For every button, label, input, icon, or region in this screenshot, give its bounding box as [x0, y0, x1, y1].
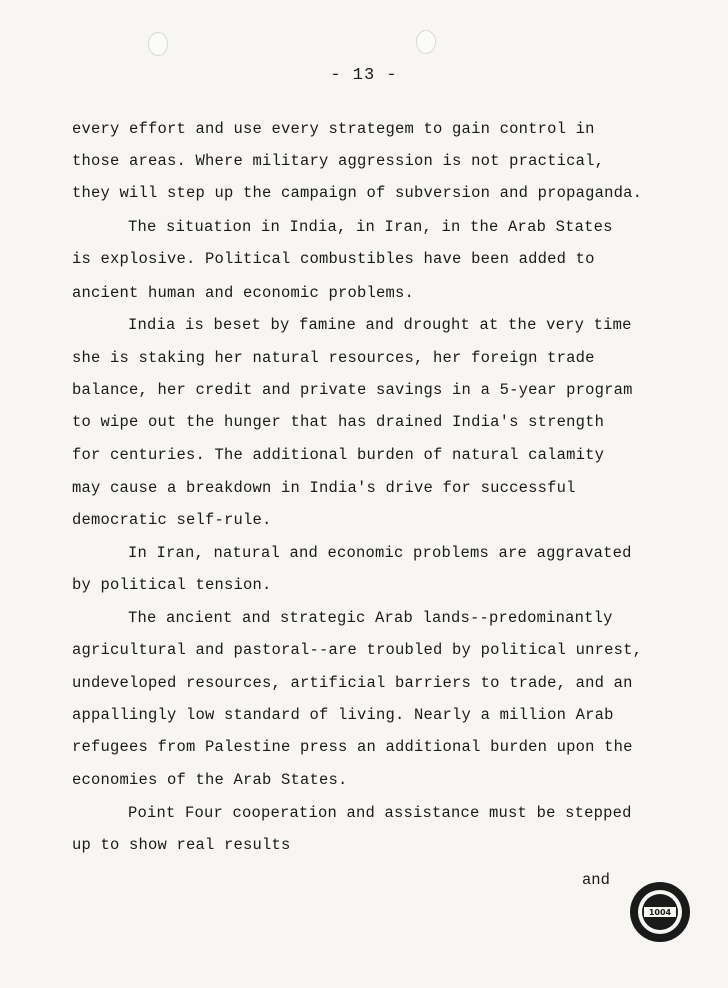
text-line: Point Four cooperation and assistance must be stepped [128, 804, 632, 822]
punch-hole [416, 30, 436, 54]
text-line: economies of the Arab States. [72, 771, 348, 789]
text-line: appallingly low standard of living. Nearly a million Arab [72, 706, 614, 724]
text-line: agricultural and pastoral--are troubled by political unrest, [72, 641, 643, 659]
text-line: they will step up the campaign of subversion and propaganda. [72, 184, 643, 202]
text-line: The ancient and strategic Arab lands--predominantly [128, 609, 613, 627]
text-line: In Iran, natural and economic problems are aggravated [128, 544, 632, 562]
archive-seal-stamp [628, 880, 692, 944]
text-line: for centuries. The additional burden of natural calamity [72, 446, 605, 464]
text-line: those areas. Where military aggression is not practical, [72, 152, 605, 170]
text-line: balance, her credit and private savings in a 5-year program [72, 381, 633, 399]
catchword: and [582, 871, 610, 889]
text-line: to wipe out the hunger that has drained India's strength [72, 413, 605, 431]
text-line: refugees from Palestine press an additional burden upon the [72, 738, 633, 756]
text-line: India is beset by famine and drought at the very time [128, 316, 632, 334]
text-line: she is staking her natural resources, her foreign trade [72, 349, 595, 367]
text-line: ancient human and economic problems. [72, 284, 415, 302]
text-line: may cause a breakdown in India's drive for successful [72, 479, 576, 497]
text-line: is explosive. Political combustibles have been added to [72, 250, 595, 268]
text-line: The situation in India, in Iran, in the Arab States [128, 218, 613, 236]
text-line: by political tension. [72, 576, 272, 594]
text-line: up to show real results [72, 836, 291, 854]
text-line: undeveloped resources, artificial barriers to trade, and an [72, 674, 633, 692]
punch-hole [148, 32, 168, 56]
page-number: - 13 - [330, 66, 398, 85]
svg-text:1004: 1004 [648, 908, 672, 917]
text-line: every effort and use every strategem to gain control in [72, 120, 595, 138]
text-line: democratic self-rule. [72, 511, 272, 529]
